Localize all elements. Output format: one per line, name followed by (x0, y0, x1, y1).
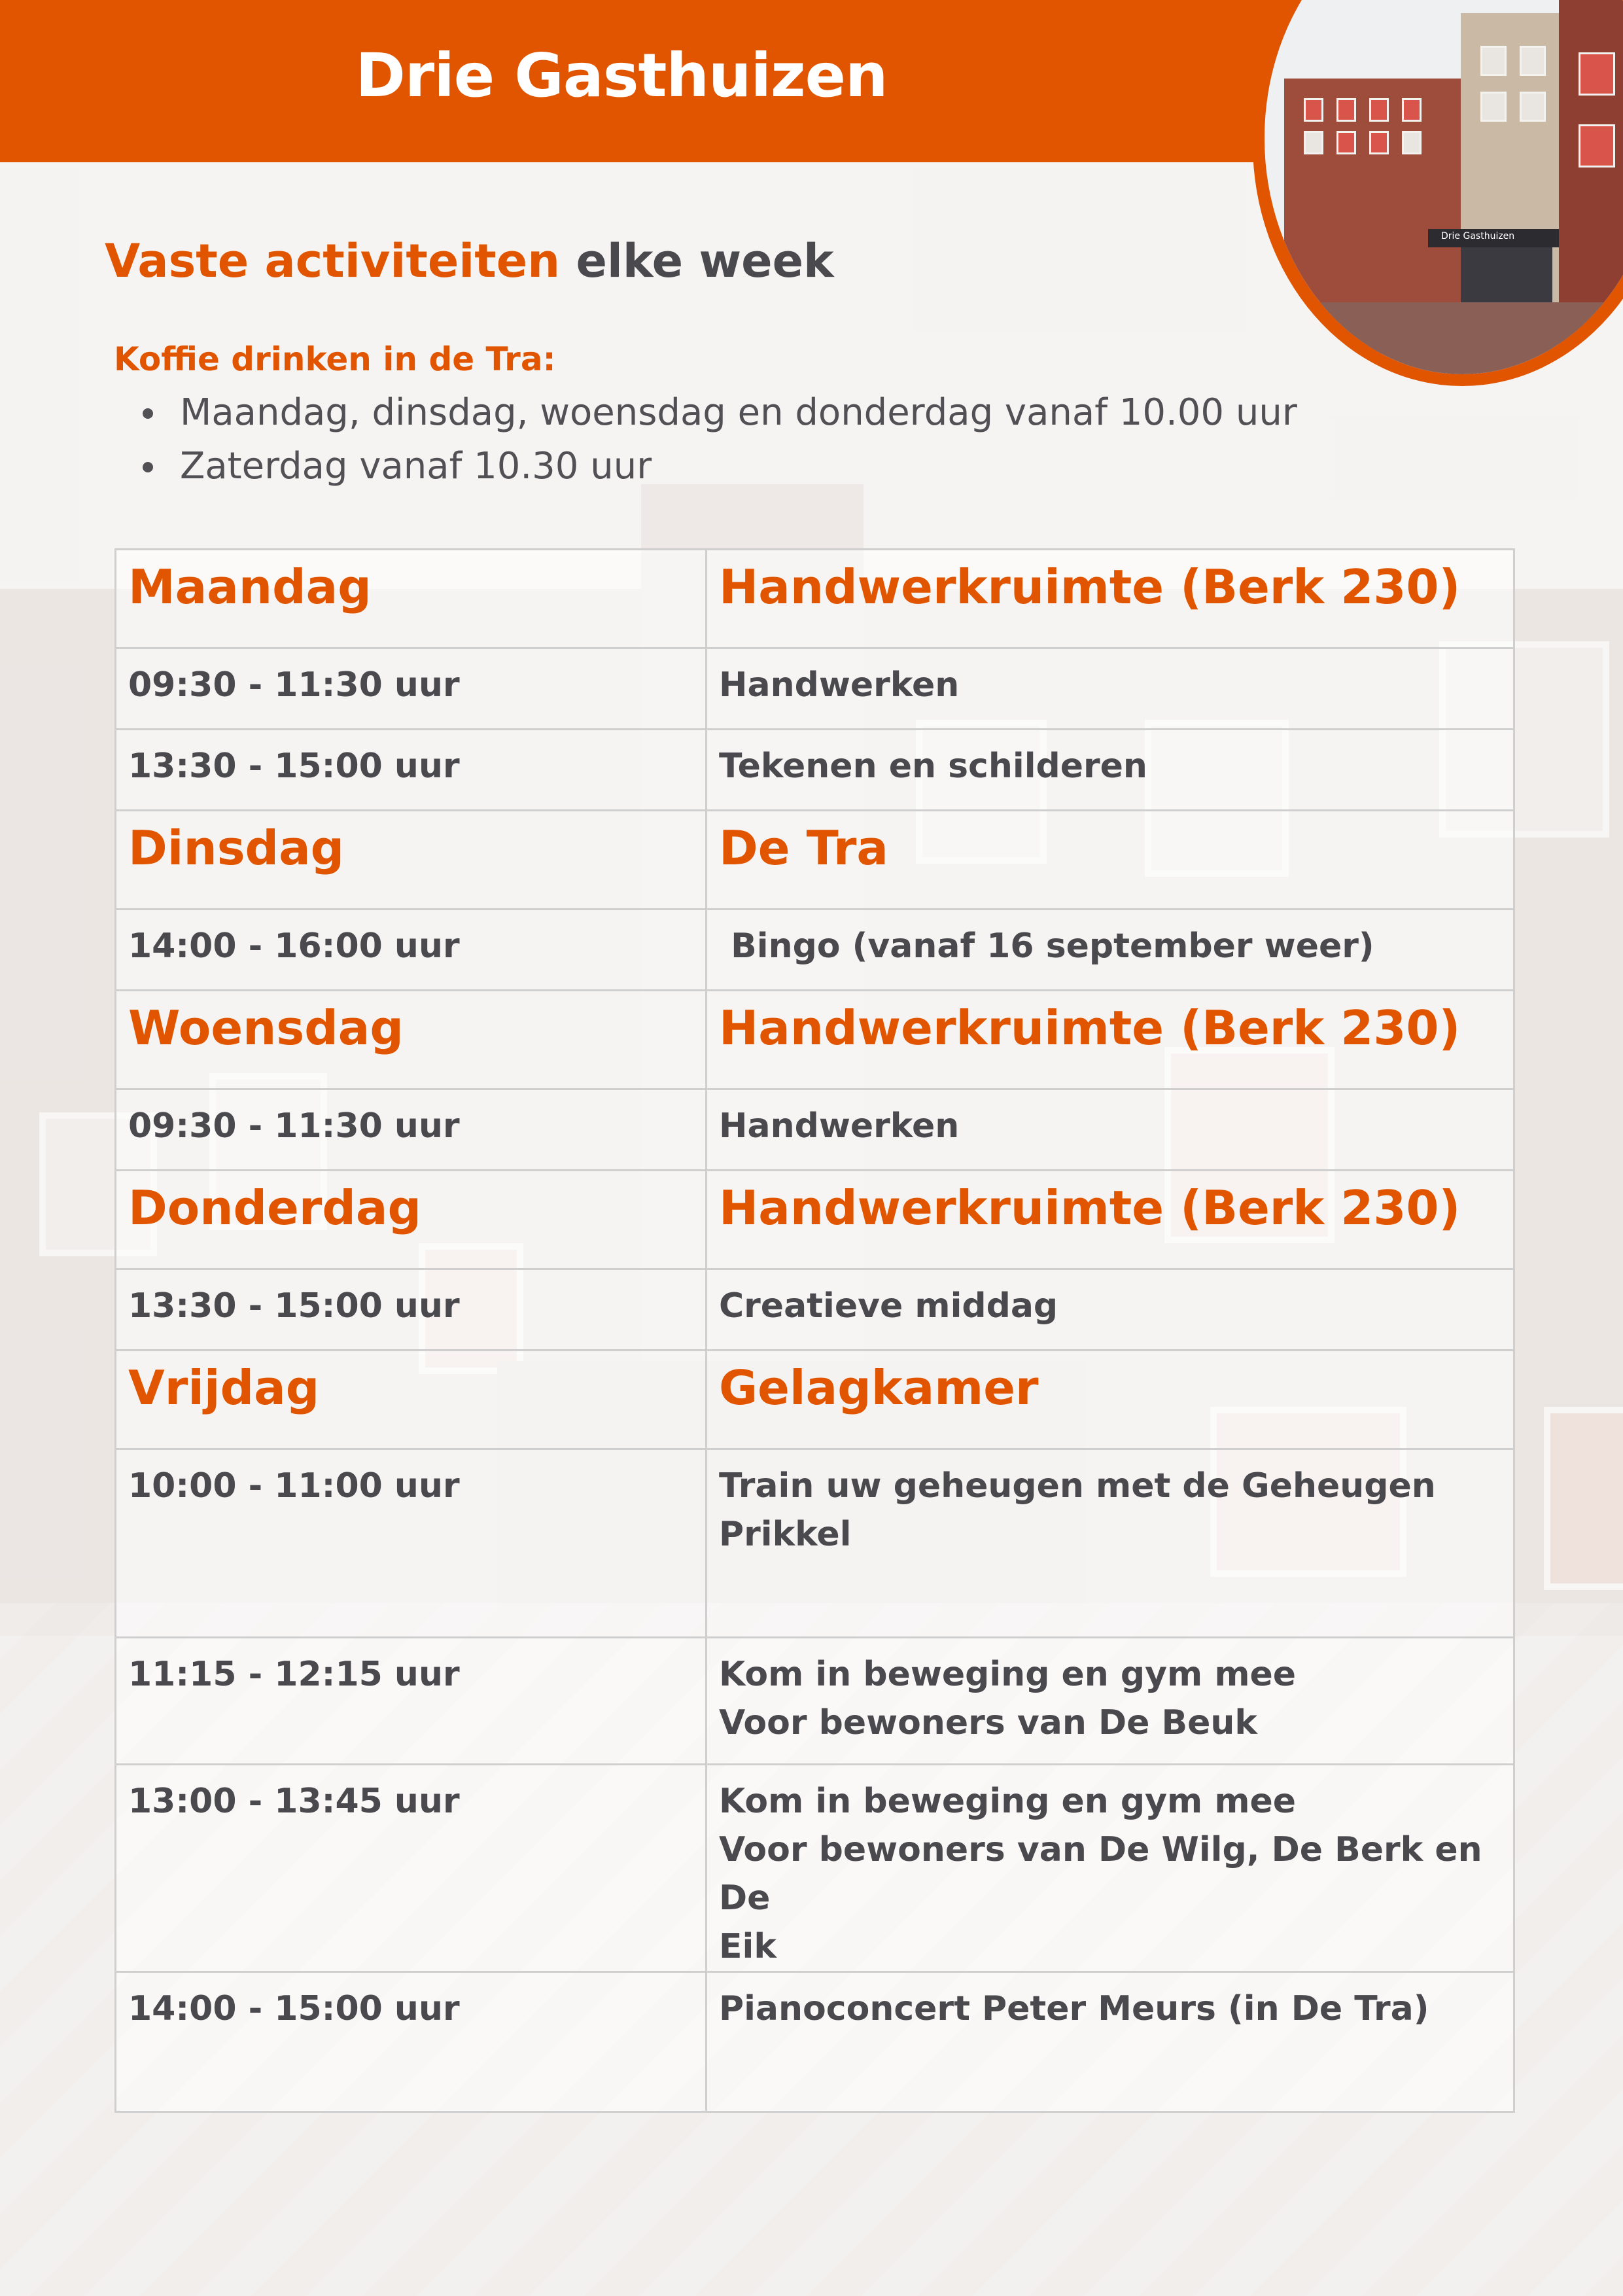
slot-time: 09:30 - 11:30 uur (116, 1089, 707, 1171)
day-location: De Tra (707, 811, 1514, 910)
day-name: Dinsdag (116, 811, 707, 910)
slot-activity: Train uw geheugen met de Geheugen Prikkel (707, 1449, 1514, 1638)
slot-activity: Handwerken (707, 1089, 1514, 1171)
coffee-item-text: Maandag, dinsdag, woensdag en donderdag vanaf 10.00 uur (180, 391, 1297, 434)
page-title (105, 234, 834, 288)
slot-time: 10:00 - 11:00 uur (116, 1449, 707, 1638)
day-row-dinsdag (116, 811, 1514, 910)
day-name: Maandag (116, 550, 707, 648)
list-item (131, 440, 1297, 493)
table-row (116, 1972, 1514, 2112)
slot-time: 13:30 - 15:00 uur (116, 730, 707, 811)
slot-activity: Bingo (vanaf 16 september weer) (707, 910, 1514, 991)
table-row (116, 1449, 1514, 1638)
table-row (116, 1089, 1514, 1171)
table-row (116, 1269, 1514, 1351)
slot-activity: Handwerken (707, 648, 1514, 730)
table-row (116, 910, 1514, 991)
slot-time: 14:00 - 15:00 uur (116, 1972, 707, 2112)
building-photo-frame (1253, 0, 1623, 386)
day-row-maandag (116, 550, 1514, 648)
building-photo (1265, 0, 1623, 374)
day-location: Handwerkruimte (Berk 230) (707, 550, 1514, 648)
day-name: Woensdag (116, 991, 707, 1089)
list-item (131, 386, 1297, 440)
day-row-woensdag (116, 991, 1514, 1089)
page-title-rest: elke week (576, 234, 834, 288)
slot-time: 13:00 - 13:45 uur (116, 1765, 707, 1972)
coffee-heading: Koffie drinken in de Tra: (114, 340, 556, 378)
day-row-donderdag (116, 1171, 1514, 1269)
day-name: Donderdag (116, 1171, 707, 1269)
slot-activity: Creatieve middag (707, 1269, 1514, 1351)
building-sign: Drie Gasthuizen (1441, 231, 1515, 241)
table-row (116, 730, 1514, 811)
page-title-accent: Vaste activiteiten (105, 234, 561, 288)
table-row (116, 1638, 1514, 1765)
slot-time: 09:30 - 11:30 uur (116, 648, 707, 730)
day-name: Vrijdag (116, 1351, 707, 1449)
slot-time: 11:15 - 12:15 uur (116, 1638, 707, 1765)
coffee-item-text: Zaterdag vanaf 10.30 uur (180, 445, 652, 487)
slot-activity: Kom in beweging en gym mee Voor bewoners van De Beuk (707, 1638, 1514, 1765)
day-location: Handwerkruimte (Berk 230) (707, 1171, 1514, 1269)
table-row (116, 648, 1514, 730)
table-row (116, 1765, 1514, 1972)
slot-activity: Tekenen en schilderen (707, 730, 1514, 811)
brand-title: Drie Gasthuizen (355, 41, 888, 111)
bullet-icon (143, 462, 153, 472)
day-row-vrijdag (116, 1351, 1514, 1449)
day-location: Handwerkruimte (Berk 230) (707, 991, 1514, 1089)
slot-activity: Kom in beweging en gym mee Voor bewoners van De Wilg, De Berk en De Eik (707, 1765, 1514, 1972)
slot-activity: Pianoconcert Peter Meurs (in De Tra) (707, 1972, 1514, 2112)
coffee-list (131, 386, 1297, 493)
bullet-icon (143, 408, 153, 419)
schedule-table (114, 548, 1515, 2113)
slot-time: 13:30 - 15:00 uur (116, 1269, 707, 1351)
slot-time: 14:00 - 16:00 uur (116, 910, 707, 991)
day-location: Gelagkamer (707, 1351, 1514, 1449)
